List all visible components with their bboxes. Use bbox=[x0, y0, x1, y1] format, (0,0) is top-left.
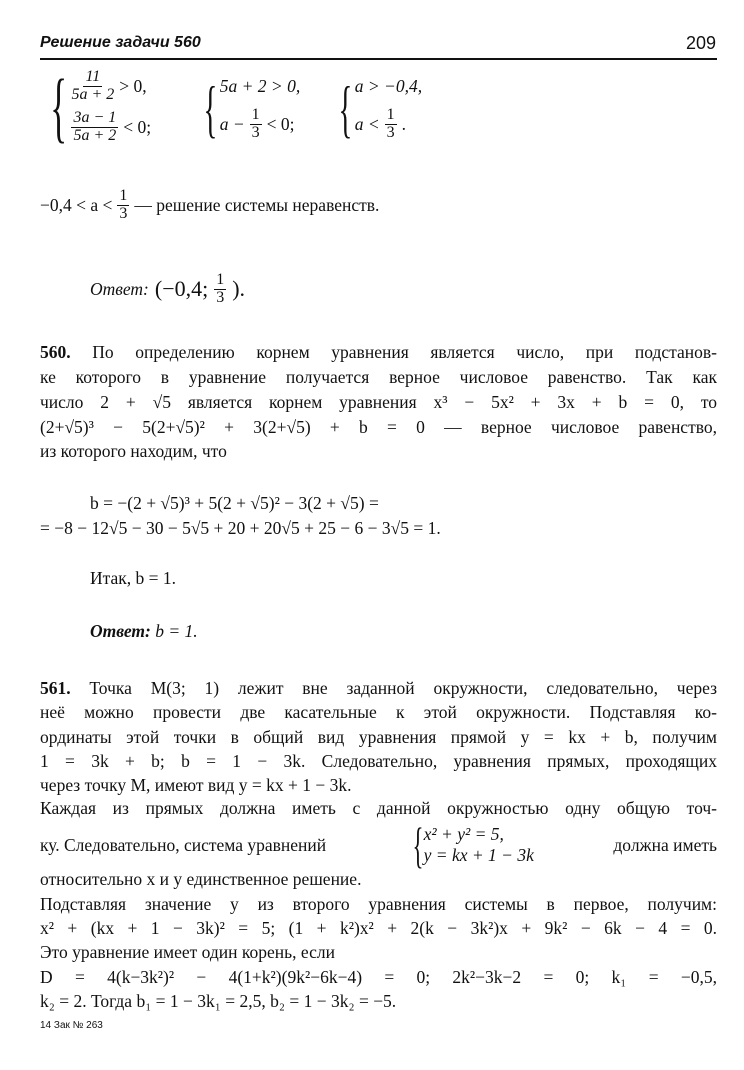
text: Точка M(3; 1) лежит вне заданной окружности, следовательно, через bbox=[89, 678, 717, 698]
brace-icon: { bbox=[338, 72, 353, 144]
brace-icon: { bbox=[203, 72, 218, 144]
answer-559 bbox=[90, 272, 245, 307]
p561-line: относительно x и y единственное решение. bbox=[40, 869, 362, 889]
equation-system bbox=[406, 817, 534, 873]
answer-interval-left: (−0,4; bbox=[154, 276, 209, 302]
header-rule bbox=[40, 58, 717, 60]
fraction-denominator: 5a + 2 bbox=[71, 86, 115, 104]
relation: > 0, bbox=[119, 76, 147, 97]
p560-line bbox=[40, 342, 717, 363]
fraction-denominator: 3 bbox=[216, 288, 225, 306]
brace-icon: { bbox=[50, 63, 68, 150]
inequality-left: a − bbox=[219, 113, 245, 134]
equation: y = kx + 1 − 3k bbox=[423, 845, 534, 865]
relation: < 0; bbox=[266, 113, 295, 134]
fraction-numerator: 1 bbox=[386, 106, 395, 123]
equation-system-line bbox=[40, 817, 717, 873]
p561-line: 1 = 3k + b; b = 1 − 3k. Следовательно, уравнения прямых, проходящих bbox=[40, 751, 717, 771]
p561-line: x² + (kx + 1 − 3k)² = 5; (1 + k²)x² + 2(k − 3k²)x + 9k² − 6k − 4 = 0. bbox=[40, 918, 717, 938]
inequality-system-1 bbox=[40, 63, 152, 150]
p561-line: Это уравнение имеет один корень, если bbox=[40, 942, 335, 962]
p561-line: k₂ = 2. Тогда b₁ = 1 − 3k₁ = 2,5, b₂ = 1 − 3k₂ = −5. bbox=[40, 991, 397, 1011]
text: должна иметь bbox=[613, 834, 717, 855]
p561-line: через точку M, имеют вид y = kx + 1 − 3k. bbox=[40, 775, 352, 795]
solution-line bbox=[40, 188, 379, 223]
solution-text: — решение системы неравенств. bbox=[134, 194, 380, 215]
inequality-system-3 bbox=[330, 72, 423, 144]
p561-line: D = 4(k−3k²)² − 4(1+k²)(9k²−6k−4) = 0; 2k²−3k−2 = 0; k₁ = −0,5, bbox=[40, 967, 717, 987]
answer-value: b = 1. bbox=[155, 621, 198, 641]
inequality: 5a + 2 > 0, bbox=[219, 76, 301, 96]
p561-line: Каждая из прямых должна иметь с данной окружностью одну общую точ- bbox=[40, 798, 717, 818]
equation-line: = −8 − 12√5 − 30 − 5√5 + 20 + 20√5 + 25 − 6 − 3√5 = 1. bbox=[40, 518, 441, 538]
page-number: 209 bbox=[685, 33, 716, 53]
fraction-numerator: 1 bbox=[251, 106, 260, 123]
relation: < 0; bbox=[123, 116, 152, 137]
conclusion: Итак, b = 1. bbox=[90, 568, 177, 588]
p560-line: (2+√5)³ − 5(2+√5)² + 3(2+√5) + b = 0 — верное числовое равенство, bbox=[40, 417, 717, 437]
problem-number: 561. bbox=[40, 678, 71, 698]
answer-label: Ответ: bbox=[90, 278, 149, 299]
answer-560 bbox=[90, 621, 198, 642]
equation: x² + y² = 5, bbox=[423, 824, 504, 844]
p561-line: Подставляя значение y из второго уравнения системы в первое, получим: bbox=[40, 894, 717, 914]
inequality-left: a < bbox=[354, 113, 380, 134]
answer-interval-right: ). bbox=[232, 276, 246, 302]
problem-number: 560. bbox=[40, 342, 71, 362]
fraction-denominator: 3 bbox=[119, 204, 128, 222]
inequality-system-2 bbox=[195, 72, 301, 144]
p560-line: из которого находим, что bbox=[40, 441, 227, 461]
relation: . bbox=[401, 113, 407, 134]
fraction-numerator: 3a − 1 bbox=[73, 109, 117, 126]
p560-line: число 2 + √5 является корнем уравнения x³ − 5x² + 3x + b = 0, то bbox=[40, 392, 717, 412]
text: ку. Следовательно, система уравнений bbox=[40, 834, 327, 855]
fraction-denominator: 3 bbox=[386, 123, 395, 141]
brace-icon: { bbox=[412, 817, 424, 873]
equation-line: b = −(2 + √5)³ + 5(2 + √5)² − 3(2 + √5) = bbox=[90, 493, 379, 513]
p560-line: ке которого в уравнение получается верное числовое равенство. Так как bbox=[40, 367, 717, 387]
fraction-numerator: 1 bbox=[216, 271, 225, 288]
answer-label: Ответ: bbox=[90, 621, 151, 641]
inequality: a > −0,4, bbox=[354, 76, 423, 96]
printer-footer: 14 Зак № 263 bbox=[40, 1020, 103, 1031]
fraction-denominator: 3 bbox=[251, 123, 260, 141]
fraction-denominator: 5a + 2 bbox=[73, 126, 117, 144]
running-header-title: Решение задачи 560 bbox=[40, 34, 201, 51]
solution-inequality: −0,4 < a < bbox=[40, 194, 113, 215]
text: По определению корнем уравнения является число, при подстанов- bbox=[92, 342, 718, 362]
p561-line: ординаты этой точки в общий вид уравнения прямой y = kx + b, получим bbox=[40, 727, 717, 747]
fraction-numerator: 1 bbox=[119, 187, 128, 204]
p561-line bbox=[40, 678, 717, 699]
fraction-numerator: 11 bbox=[85, 68, 101, 86]
p561-line: неё можно провести две касательные к этой окружности. Подставляя ко- bbox=[40, 702, 717, 722]
